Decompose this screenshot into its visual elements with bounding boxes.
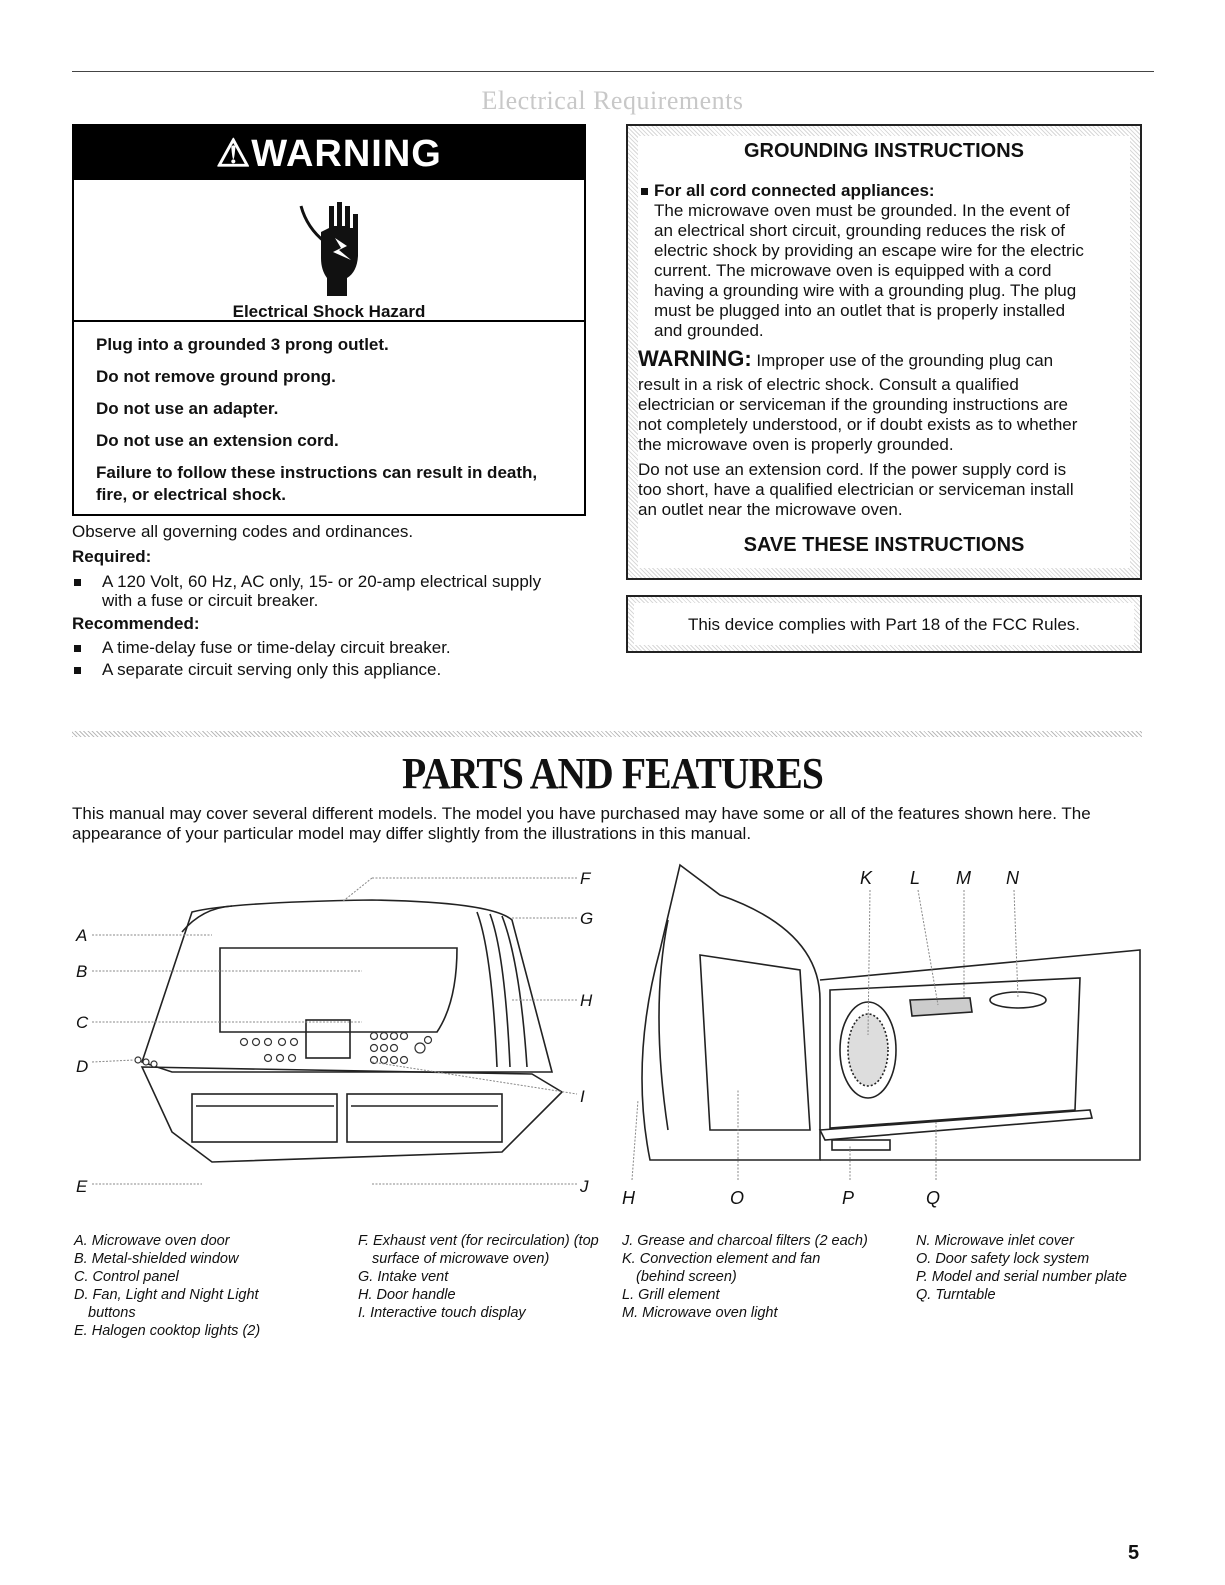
warning-heading: ⚠WARNING bbox=[74, 126, 584, 180]
legend-item: G. Intake vent bbox=[358, 1269, 449, 1285]
grounding-text: too short, have a qualified electrician or serviceman install bbox=[638, 480, 1074, 499]
recommended-label: Recommended: bbox=[72, 614, 200, 633]
intro-line: appearance of your particular model may differ slightly from the illustrations in this manual. bbox=[72, 824, 752, 843]
legend-item: E. Halogen cooktop lights (2) bbox=[74, 1323, 261, 1339]
warning-line: fire, or electrical shock. bbox=[96, 485, 286, 504]
grounding-text: result in a risk of electric shock. Consult a qualified bbox=[638, 375, 1019, 394]
callout-q: Q bbox=[926, 1188, 941, 1208]
grounding-warning-word: WARNING: bbox=[638, 346, 752, 371]
legend-item: D. Fan, Light and Night Light buttons bbox=[74, 1287, 259, 1321]
hatched-divider bbox=[72, 731, 1142, 737]
bullet-icon bbox=[74, 667, 81, 674]
callout-c: C bbox=[76, 1013, 89, 1032]
legend-item: Q. Turntable bbox=[916, 1287, 996, 1303]
grounding-bullet-title: For all cord connected appliances: bbox=[654, 181, 935, 200]
legend-item: C. Control panel bbox=[74, 1269, 179, 1285]
observe-text: Observe all governing codes and ordinances. bbox=[72, 522, 414, 541]
top-rule bbox=[72, 71, 1154, 72]
intro-line: This manual may cover several different models. The model you have purchased may have some or all of the features shown here. The bbox=[72, 804, 1091, 823]
cooktop-vent-outline bbox=[142, 1067, 562, 1162]
warning-line: Failure to follow these instructions can result in death, bbox=[96, 463, 538, 482]
callout-a: A bbox=[76, 926, 88, 945]
grounding-text: Do not use an extension cord. If the power supply cord is bbox=[638, 460, 1067, 479]
legend-column-2 bbox=[358, 1232, 608, 1322]
grounding-text: the microwave oven is properly grounded. bbox=[638, 435, 954, 454]
callout-i: I bbox=[580, 1087, 585, 1106]
grounding-box bbox=[626, 124, 1142, 580]
grounding-text: electric shock by providing an escape wire for the electric bbox=[654, 241, 1084, 260]
legend-item: P. Model and serial number plate bbox=[916, 1269, 1127, 1285]
warning-line: Do not use an extension cord. bbox=[96, 431, 339, 450]
hazard-title: Electrical Shock Hazard bbox=[232, 302, 426, 321]
open-door-outline bbox=[642, 865, 820, 1160]
legend-column-4 bbox=[916, 1232, 1142, 1304]
grounding-warning-line bbox=[638, 346, 1054, 372]
grounding-title: GROUNDING INSTRUCTIONS bbox=[744, 140, 1024, 162]
callout-n: N bbox=[1006, 868, 1019, 888]
legend-item: J. Grease and charcoal filters (2 each) bbox=[622, 1233, 868, 1249]
callout-b: B bbox=[76, 962, 88, 981]
grounding-text: must be plugged into an outlet that is properly installed bbox=[654, 301, 1066, 320]
required-label: Required: bbox=[72, 547, 152, 566]
section-title: Electrical Requirements bbox=[481, 86, 744, 115]
legend-column-3 bbox=[622, 1232, 872, 1322]
callout-e: E bbox=[76, 1177, 88, 1196]
electric-shock-hand-icon bbox=[299, 198, 369, 298]
save-instructions: SAVE THESE INSTRUCTIONS bbox=[743, 534, 1025, 556]
callout-labels bbox=[622, 868, 1020, 1208]
callout-o: O bbox=[730, 1188, 745, 1208]
grounding-text: having a grounding wire with a grounding plug. The plug bbox=[654, 281, 1077, 300]
callout-d: D bbox=[76, 1057, 89, 1076]
callout-g: G bbox=[580, 909, 594, 928]
grounding-text: The microwave oven must be grounded. In the event of bbox=[654, 201, 1070, 220]
required-item: with a fuse or circuit breaker. bbox=[102, 591, 319, 610]
grounding-text: current. The microwave oven is equipped with a cord bbox=[654, 261, 1052, 280]
parts-intro bbox=[72, 804, 1152, 844]
required-item: A 120 Volt, 60 Hz, AC only, 15- or 20-amp electrical supply bbox=[102, 572, 542, 591]
legend-item: N. Microwave inlet cover bbox=[916, 1233, 1074, 1249]
legend-item: M. Microwave oven light bbox=[622, 1305, 778, 1321]
grounding-text: and grounded. bbox=[654, 321, 764, 340]
warning-line: Do not use an adapter. bbox=[96, 399, 279, 418]
recommended-item: A time-delay fuse or time-delay circuit breaker. bbox=[102, 638, 451, 657]
legend-item: F. Exhaust vent (for recirculation) (top surface of microwave oven) bbox=[358, 1233, 599, 1267]
callout-m: M bbox=[956, 868, 971, 888]
control-buttons bbox=[135, 1033, 432, 1068]
door-inner-window bbox=[700, 955, 810, 1130]
callout-f: F bbox=[580, 869, 591, 888]
microwave-interior-illustration bbox=[620, 860, 1152, 1220]
touch-display-outline bbox=[306, 1020, 350, 1058]
legend-item: L. Grill element bbox=[622, 1287, 720, 1303]
legend-item: A. Microwave oven door bbox=[74, 1233, 230, 1249]
microwave-front-illustration bbox=[72, 862, 612, 1222]
fcc-text: This device complies with Part 18 of the FCC Rules. bbox=[634, 603, 1134, 645]
callout-l: L bbox=[910, 868, 921, 888]
legend-column-1 bbox=[74, 1232, 304, 1340]
warning-icon-area bbox=[74, 180, 584, 322]
warning-line: Do not remove ground prong. bbox=[96, 367, 336, 386]
callout-leaders bbox=[632, 890, 1018, 1180]
callout-p: P bbox=[842, 1188, 855, 1208]
bullet-icon bbox=[74, 579, 81, 586]
grounding-text: electrician or serviceman if the grounding instructions are bbox=[638, 395, 1068, 414]
legend-item: O. Door safety lock system bbox=[916, 1251, 1090, 1267]
fcc-box bbox=[626, 595, 1142, 653]
legend-item: B. Metal-shielded window bbox=[74, 1251, 239, 1267]
warning-box bbox=[72, 124, 586, 516]
legend-item: H. Door handle bbox=[358, 1287, 456, 1303]
callout-j: J bbox=[580, 1177, 589, 1196]
warning-line: Plug into a grounded 3 prong outlet. bbox=[96, 335, 389, 354]
callout-h2: H bbox=[622, 1188, 635, 1208]
legend-item: K. Convection element and fan (behind screen) bbox=[622, 1251, 821, 1285]
legend-item: I. Interactive touch display bbox=[358, 1305, 526, 1321]
callout-k: K bbox=[860, 868, 873, 888]
parts-title: PARTS AND FEATURES bbox=[401, 749, 824, 798]
grounding-text: not completely understood, or if doubt exists as to whether bbox=[638, 415, 1078, 434]
bullet-icon bbox=[641, 188, 648, 195]
callout-h: H bbox=[580, 991, 593, 1010]
bullet-icon bbox=[74, 645, 81, 652]
grounding-text: an outlet near the microwave oven. bbox=[638, 500, 903, 519]
recommended-item: A separate circuit serving only this appliance. bbox=[102, 660, 442, 679]
grounding-warning-rest: Improper use of the grounding plug can bbox=[751, 351, 1054, 370]
grounding-text: an electrical short circuit, grounding reduces the risk of bbox=[654, 221, 1066, 240]
page-number: 5 bbox=[1128, 1542, 1140, 1564]
